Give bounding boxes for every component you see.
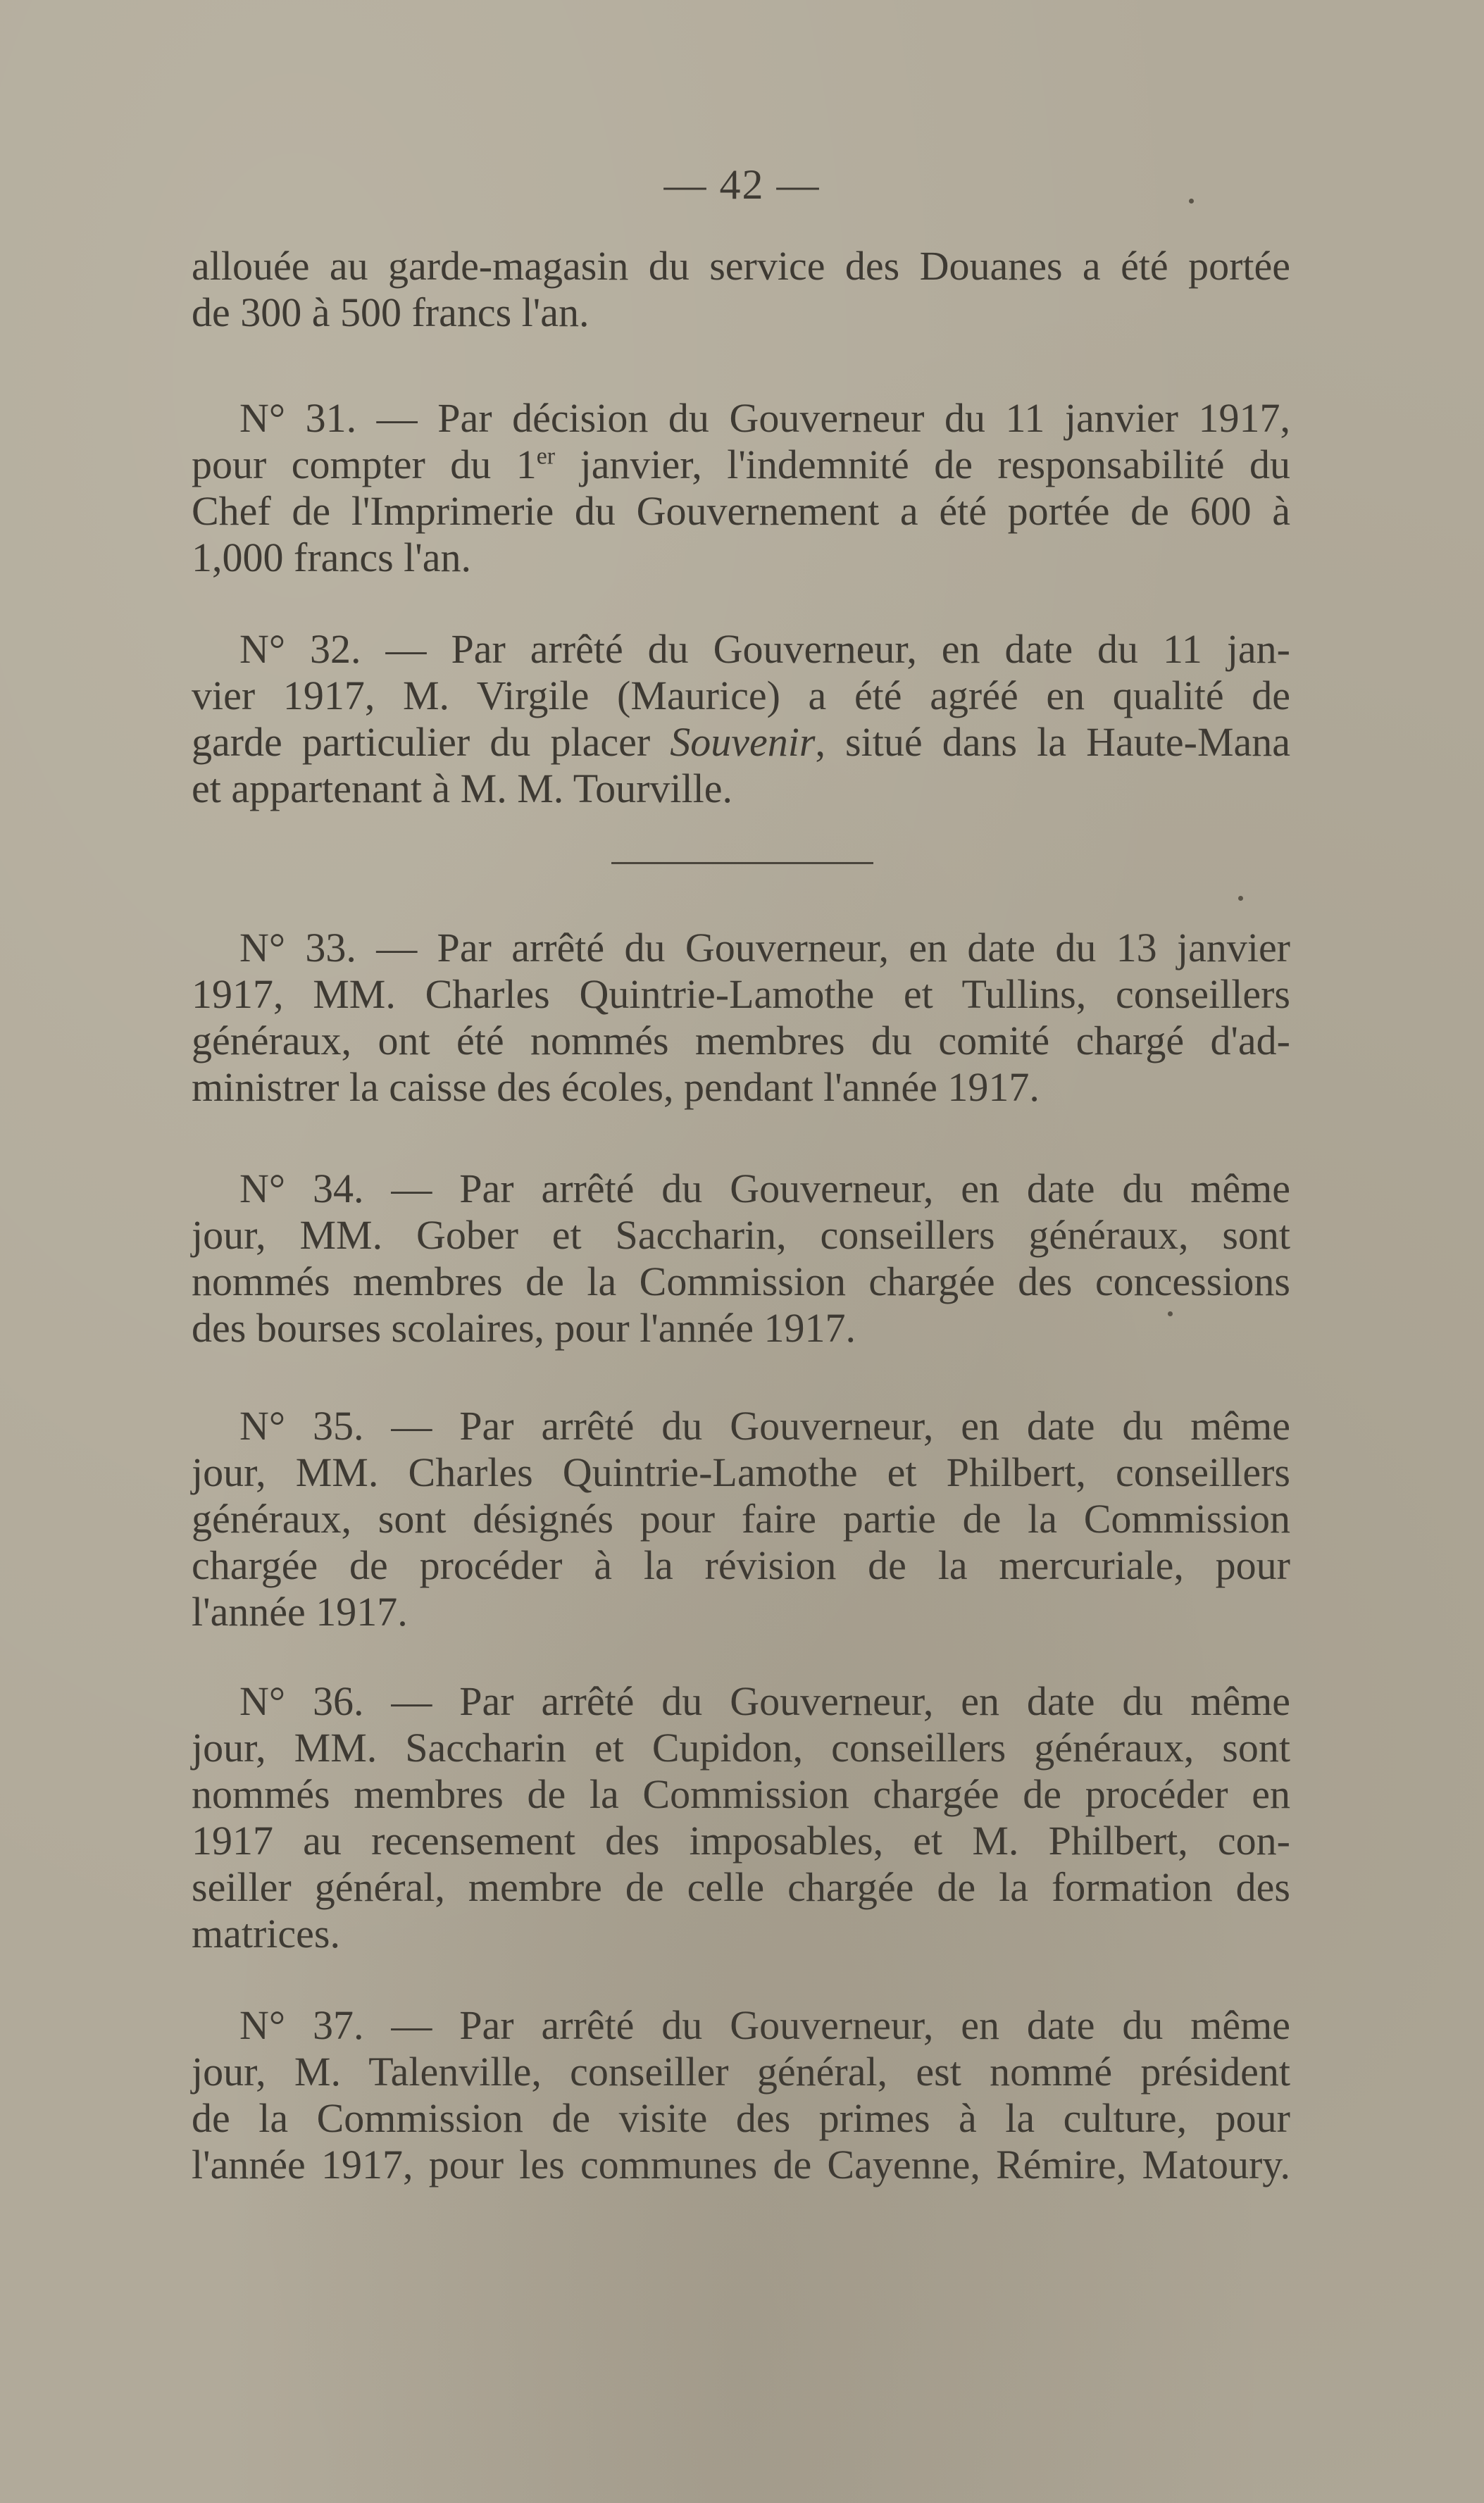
paper-speck [1238,896,1243,901]
text-line: Chef de l'Imprimerie du Gouvernement a été portée de 600 à [192,488,1290,534]
text-fragment: pour compter du 1 [192,442,537,487]
text-line: l'année 1917, pour les communes de Cayenne, Rémire, Matoury. [192,2142,1290,2187]
text-line: nommés membres de la Commission chargée de procéder en [192,1771,1290,1817]
text-line: généraux, sont désignés pour faire partie de la Commission [192,1496,1290,1542]
text-line: vier 1917, M. Virgile (Maurice) a été agréé en qualité de [192,673,1290,718]
paragraph-n34 [192,1166,1290,1352]
text-line: jour, MM. Saccharin et Cupidon, conseillers généraux, sont [192,1725,1290,1771]
text-line: et appartenant à M. M. Tourville. [192,766,732,811]
text-line: 1917, MM. Charles Quintrie-Lamothe et Tullins, conseillers [192,971,1290,1017]
text-line: ministrer la caisse des écoles, pendant l'année 1917. [192,1064,1040,1110]
text-fragment: , situé dans la Haute-Mana [815,719,1290,765]
placer-name: Souvenir [670,719,816,765]
paragraph-n35 [192,1403,1290,1635]
text-line: l'année 1917. [192,1589,408,1635]
text-line: des bourses scolaires, pour l'année 1917. [192,1305,856,1351]
text-line: 1917 au recensement des imposables, et M. Philbert, con- [192,1818,1290,1864]
text-line: jour, M. Talenville, conseiller général, est nommé président [192,2049,1290,2095]
text-line: de 300 à 500 francs l'an. [192,289,590,335]
text-line: matrices. [192,1911,340,1956]
text-line [192,719,1290,766]
text-line: 1,000 francs l'an. [192,535,471,580]
section-divider [611,862,873,864]
paragraph-n36 [192,1678,1290,1957]
text-line: chargée de procéder à la révision de la mercuriale, pour [192,1542,1290,1588]
paragraph-continuation [192,243,1290,336]
paragraph-n37 [192,2002,1290,2188]
text-fragment: janvier, l'indemnité de responsabilité du [555,442,1290,487]
text-line: N° 35. — Par arrêté du Gouverneur, en date du même [239,1403,1290,1449]
text-line: nommés membres de la Commission chargée des concessions [192,1259,1290,1304]
page-number: — 42 — [663,161,821,208]
text-line: N° 37. — Par arrêté du Gouverneur, en date du même [239,2002,1290,2048]
text-line: N° 31. — Par décision du Gouverneur du 11 janvier 1917, [239,395,1290,441]
text-line: de la Commission de visite des primes à la culture, pour [192,2095,1290,2141]
text-line: jour, MM. Gober et Saccharin, conseillers généraux, sont [192,1212,1290,1258]
paragraph-n33 [192,925,1290,1111]
text-line: allouée au garde-magasin du service des Douanes a été portée [192,243,1290,289]
text-line: généraux, ont été nommés membres du comité chargé d'ad- [192,1018,1290,1063]
text-line: N° 32. — Par arrêté du Gouverneur, en date du 11 jan- [239,626,1290,672]
text-line [192,442,1290,488]
text-line: N° 34. — Par arrêté du Gouverneur, en date du même [239,1166,1290,1211]
text-line: jour, MM. Charles Quintrie-Lamothe et Philbert, conseillers [192,1449,1290,1495]
paper-speck [1168,1311,1173,1316]
paragraph-n32 [192,626,1290,812]
text-fragment: garde particulier du placer [192,719,671,765]
text-line: N° 33. — Par arrêté du Gouverneur, en date du 13 janvier [239,925,1290,970]
paper-speck [1189,199,1194,204]
text-line: N° 36. — Par arrêté du Gouverneur, en date du même [239,1678,1290,1724]
superscript-er: er [536,443,556,470]
text-line: seiller général, membre de celle chargée de la formation des [192,1864,1290,1910]
paragraph-n31 [192,395,1290,581]
